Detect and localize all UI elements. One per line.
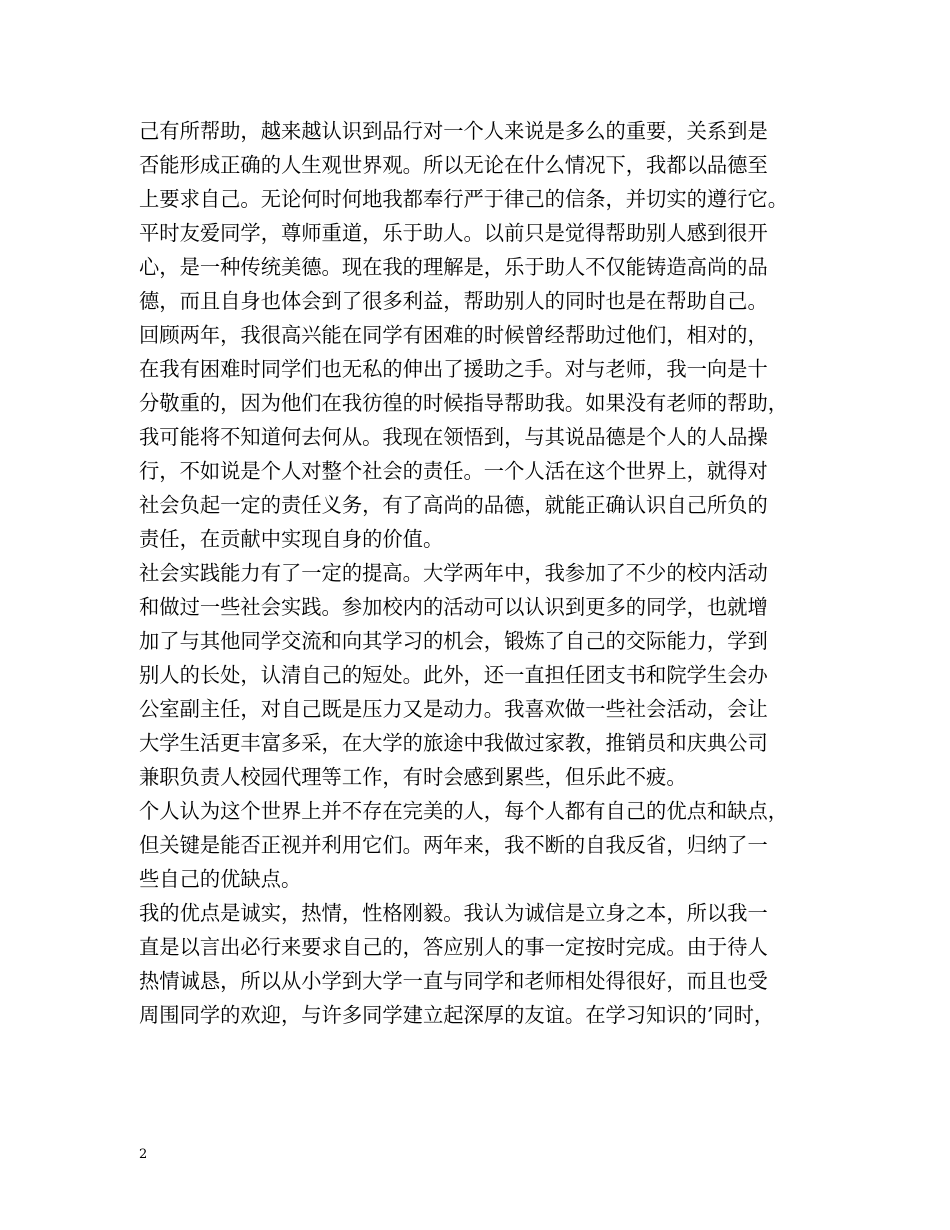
text-line: 热情诚恳，所以从小学到大学一直与同学和老师相处得很好，而且也受 — [139, 969, 768, 993]
body-text — [139, 114, 839, 1032]
text-line: 行，不如说是个人对整个社会的责任。一个人活在这个世界上，就得对 — [139, 459, 768, 483]
text-line: 公室副主任，对自己既是压力又是动力。我喜欢做一些社会活动，会让 — [139, 697, 768, 721]
text-line: 些自己的优缺点。 — [139, 867, 302, 891]
page-number: 2 — [139, 1147, 148, 1162]
text-line: 上要求自己。无论何时何地我都奉行严于律己的信条，并切实的遵行它。 — [139, 187, 789, 211]
text-line: 我可能将不知道何去何从。我现在领悟到，与其说品德是个人的人品操 — [139, 425, 768, 449]
text-line: 心，是一种传统美德。现在我的理解是，乐于助人不仅能铸造高尚的品 — [139, 255, 768, 279]
text-line: 德，而且自身也体会到了很多利益，帮助别人的同时也是在帮助自己。 — [139, 289, 768, 313]
text-line: 周围同学的欢迎，与许多同学建立起深厚的友谊。在学习知识的’同时， — [139, 1003, 775, 1027]
text-line: 但关键是能否正视并利用它们。两年来，我不断的自我反省，归纳了一 — [139, 833, 768, 857]
text-line: 社会负起一定的责任义务，有了高尚的品德，就能正确认识自己所负的 — [139, 493, 768, 517]
text-line: 大学生活更丰富多采，在大学的旅途中我做过家教，推销员和庆典公司 — [139, 731, 768, 755]
text-line: 和做过一些社会实践。参加校内的活动可以认识到更多的同学，也就增 — [139, 595, 768, 619]
text-line: 直是以言出必行来要求自己的，答应别人的事一定按时完成。由于待人 — [139, 935, 768, 959]
text-line: 否能形成正确的人生观世界观。所以无论在什么情况下，我都以品德至 — [139, 153, 768, 177]
text-line: 个人认为这个世界上并不存在完美的人，每个人都有自己的优点和缺点， — [139, 799, 789, 823]
text-line: 分敬重的，因为他们在我彷徨的时候指导帮助我。如果没有老师的帮助， — [139, 391, 789, 415]
text-line: 社会实践能力有了一定的提高。大学两年中，我参加了不少的校内活动 — [139, 561, 768, 585]
text-line: 别人的长处，认清自己的短处。此外，还一直担任团支书和院学生会办 — [139, 663, 768, 687]
text-line: 己有所帮助，越来越认识到品行对一个人来说是多么的重要，关系到是 — [139, 119, 768, 143]
text-line: 兼职负责人校园代理等工作，有时会感到累些，但乐此不疲。 — [139, 765, 687, 789]
text-line: 责任，在贡献中实现自身的价值。 — [139, 527, 444, 551]
text-line: 加了与其他同学交流和向其学习的机会，锻炼了自己的交际能力，学到 — [139, 629, 768, 653]
text-line: 我的优点是诚实，热情，性格刚毅。我认为诚信是立身之本，所以我一 — [139, 901, 768, 925]
text-line: 回顾两年，我很高兴能在同学有困难的时候曾经帮助过他们，相对的， — [139, 323, 768, 347]
text-line: 在我有困难时同学们也无私的伸出了援助之手。对与老师，我一向是十 — [139, 357, 768, 381]
text-line: 平时友爱同学，尊师重道，乐于助人。以前只是觉得帮助别人感到很开 — [139, 221, 768, 245]
